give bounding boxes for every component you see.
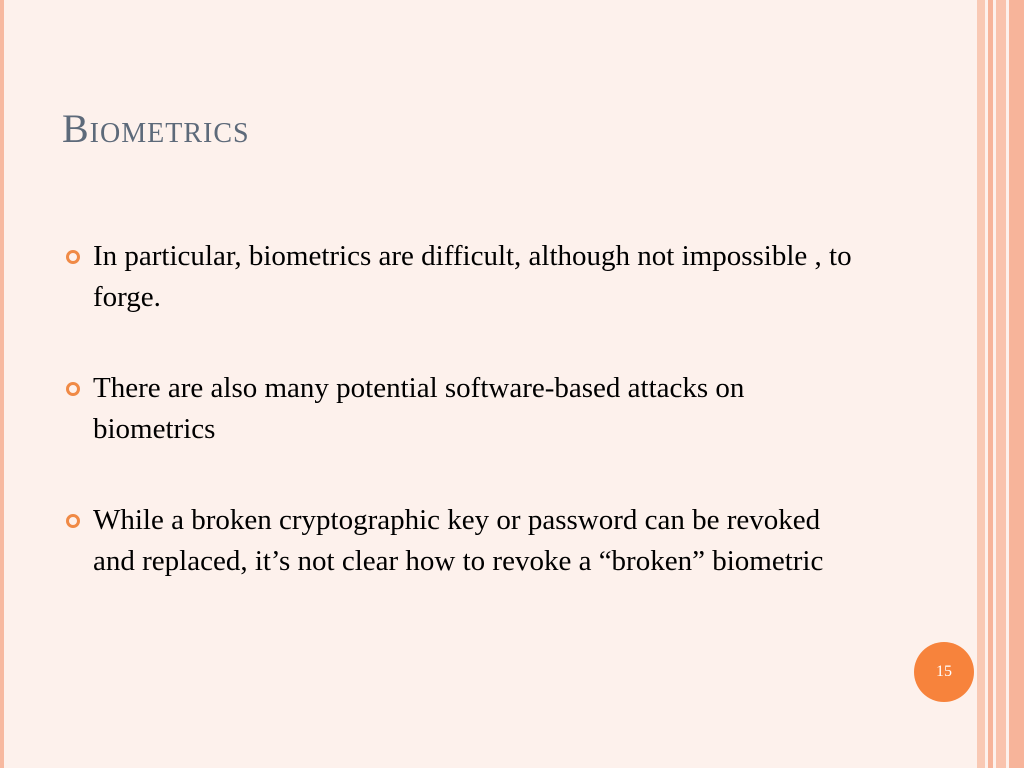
bullet-item xyxy=(66,236,866,318)
bullet-circle-icon xyxy=(66,382,80,396)
bullet-circle-icon xyxy=(66,514,80,528)
page-number-badge xyxy=(914,642,974,702)
decorative-stripe xyxy=(1009,0,1024,768)
page-number: 15 xyxy=(936,663,952,680)
bullet-item xyxy=(66,500,866,582)
left-border xyxy=(0,0,4,768)
bullet-text: While a broken cryptographic key or password can be revoked and replaced, it’s not clear how to revoke a “broken” biometric xyxy=(93,504,824,577)
bullet-list xyxy=(66,236,866,632)
bullet-text: In particular, biometrics are difficult, although not impossible , to forge. xyxy=(93,240,852,313)
bullet-item xyxy=(66,368,866,450)
decorative-stripe xyxy=(996,0,1006,768)
decorative-stripe xyxy=(977,0,985,768)
bullet-circle-icon xyxy=(66,250,80,264)
slide-title: Biometrics xyxy=(62,106,250,151)
bullet-text: There are also many potential software-based attacks on biometrics xyxy=(93,372,745,445)
